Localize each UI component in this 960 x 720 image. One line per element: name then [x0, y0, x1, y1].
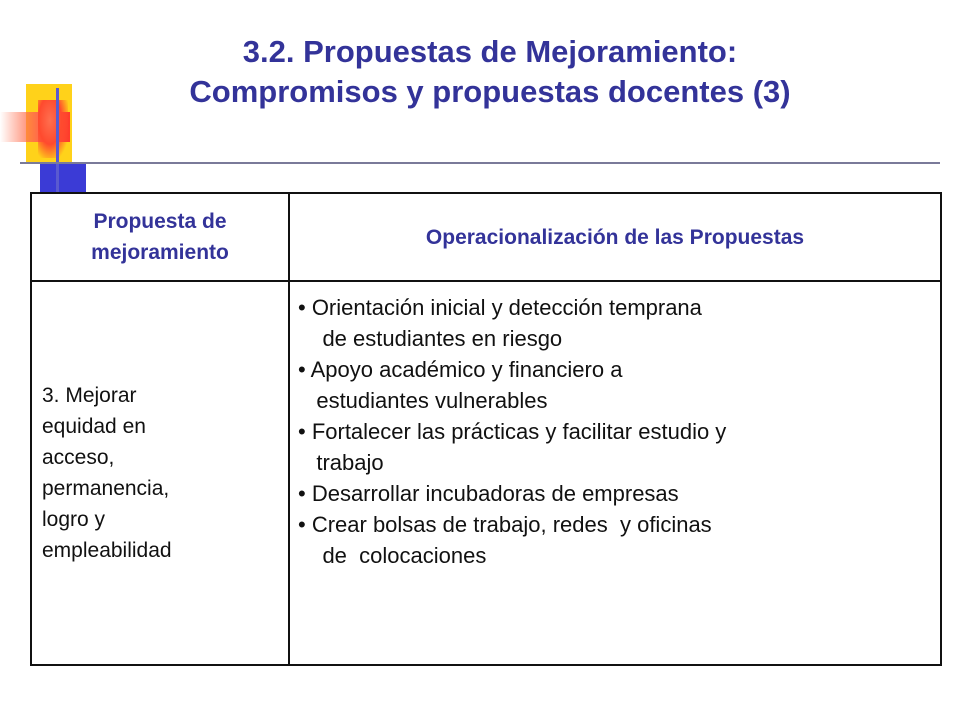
- table-row: [31, 281, 941, 665]
- header-propuesta-line-1: Propuesta de: [93, 210, 227, 233]
- proposal-line: equidad en: [42, 415, 146, 438]
- header-propuesta-line-2: mejoramiento: [91, 241, 229, 264]
- proposals-table: [30, 192, 942, 666]
- operationalization-line: • Apoyo académico y financiero a: [298, 357, 623, 382]
- decor-vertical-line: [56, 88, 59, 192]
- slide-title-line-1: 3.2. Propuestas de Mejoramiento:: [242, 34, 738, 69]
- decor-blue-square: [40, 162, 86, 192]
- slide-title-line-2: Compromisos y propuestas docentes (3): [189, 74, 791, 109]
- title-underline: [20, 162, 940, 164]
- operationalization-line: • Desarrollar incubadoras de empresas: [298, 481, 679, 506]
- operationalization-line: de estudiantes en riesgo: [298, 326, 563, 351]
- table-header-row: [31, 193, 941, 281]
- operationalization-line: estudiantes vulnerables: [298, 388, 548, 413]
- slide-title: [60, 32, 920, 112]
- proposal-cell: [31, 281, 289, 665]
- proposal-line: logro y: [42, 508, 106, 531]
- proposal-line: 3. Mejorar: [42, 384, 137, 407]
- operationalization-line: • Crear bolsas de trabajo, redes y oficinas: [298, 512, 712, 537]
- header-propuesta: [31, 193, 289, 281]
- header-operacionalizacion: Operacionalización de las Propuestas: [289, 193, 941, 281]
- proposal-line: empleabilidad: [42, 539, 172, 562]
- operationalization-line: • Fortalecer las prácticas y facilitar estudio y: [298, 419, 727, 444]
- proposal-line: permanencia,: [42, 477, 170, 500]
- operationalization-line: • Orientación inicial y detección temprana: [298, 295, 702, 320]
- operationalization-line: de colocaciones: [298, 543, 487, 568]
- operationalization-cell: [289, 281, 941, 665]
- proposal-line: acceso,: [42, 446, 115, 469]
- operationalization-line: trabajo: [298, 450, 384, 475]
